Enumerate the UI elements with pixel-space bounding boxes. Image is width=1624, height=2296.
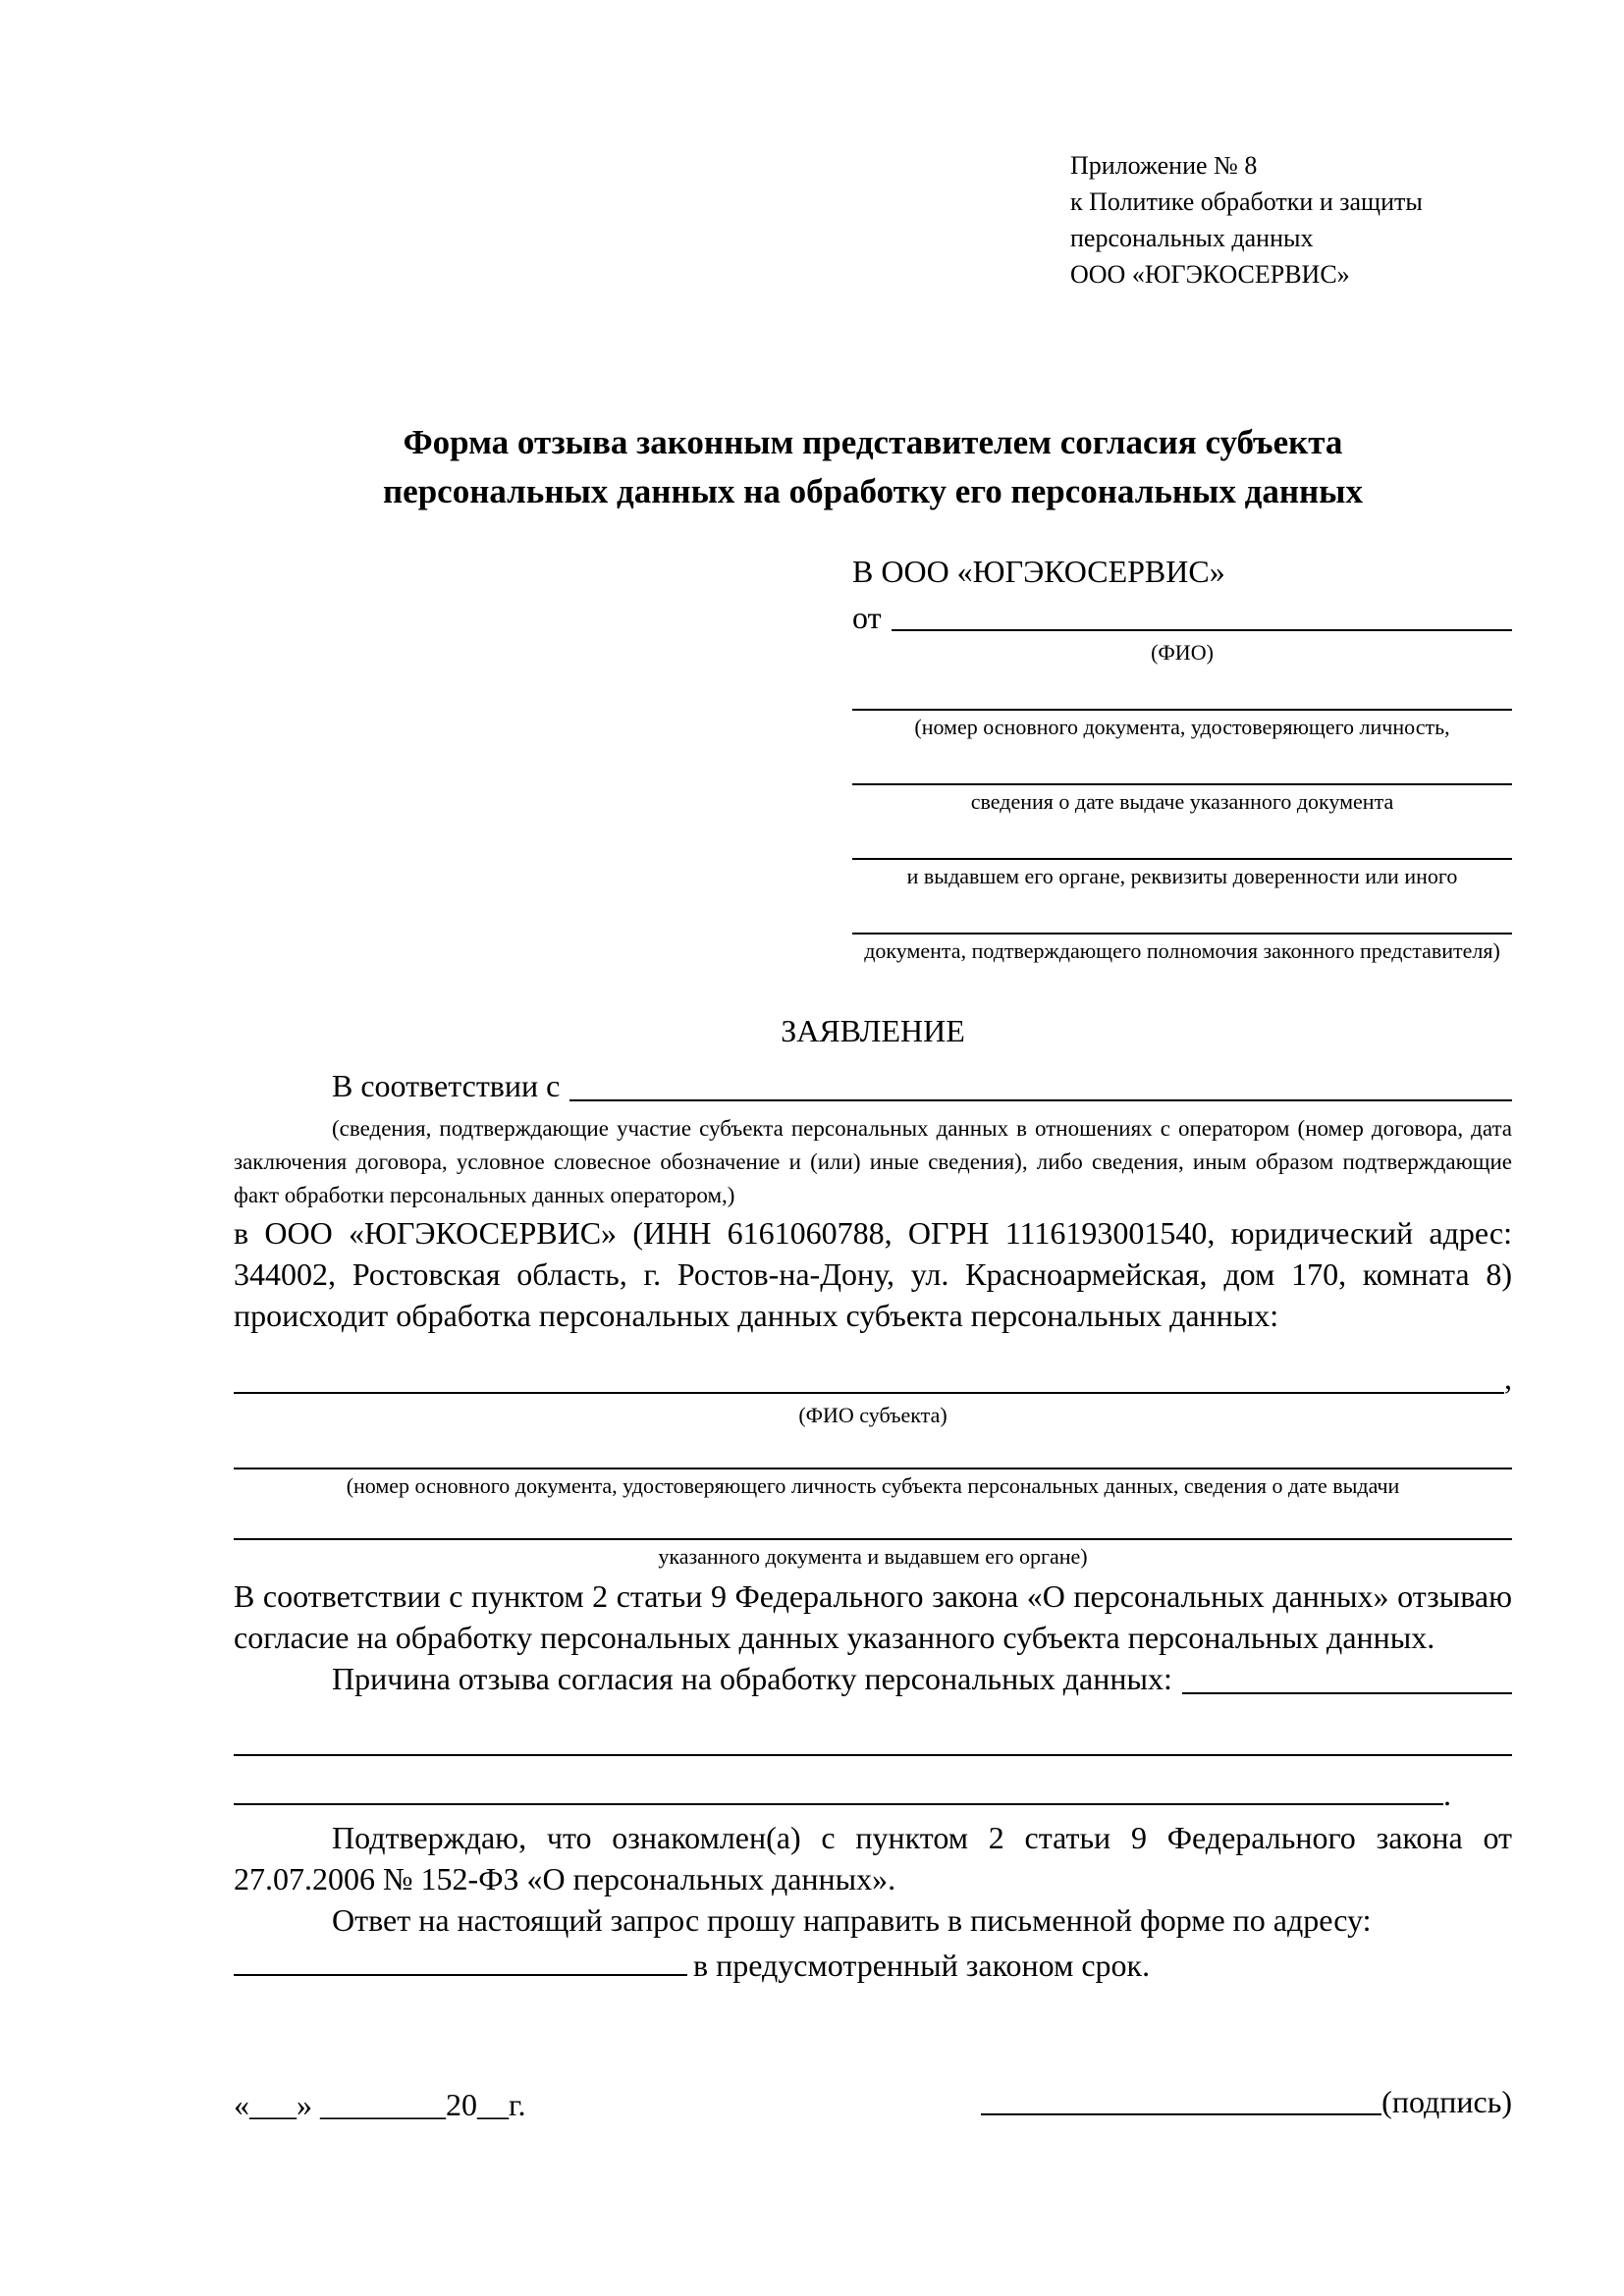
reply-address-row [234, 1941, 1512, 1986]
according-label: В соответствии с [332, 1068, 561, 1103]
subject-document-field-line-2 [234, 1538, 1512, 1540]
blank-field-line-2-row [234, 1770, 1512, 1815]
reason-label: Причина отзыва согласия на обработку персональных данных: [332, 1661, 1172, 1696]
caption-subject-doc-2: указанного документа и выдавшем его органе) [658, 1544, 1088, 1569]
caption-subject-fio: (ФИО субъекта) [798, 1403, 947, 1427]
annex-line: Приложение № 8 [1070, 151, 1258, 180]
caption-issuing-authority: и выдавшем его органе, реквизиты доверенности или иного [906, 864, 1458, 888]
from-row [852, 600, 1512, 636]
caption-fio: (ФИО) [1151, 640, 1214, 665]
signature-caption: (подпись) [1381, 2084, 1512, 2119]
reason-row [234, 1658, 1512, 1699]
from-label: от [852, 600, 882, 635]
according-field-line [569, 1099, 1512, 1101]
document-content [234, 0, 1512, 2123]
signature-field-line [981, 2080, 1381, 2115]
confirmation-paragraph: Подтверждаю, что ознакомлен(а) с пунктом 2 статьи 9 Федерального закона от 27.07.2006 № 152-ФЗ «О персональных данных». [234, 1820, 1512, 1896]
footer-row [234, 2080, 1512, 2123]
field-line-issuing-authority [852, 858, 1512, 860]
date-blank: «___» ________20__г. [234, 2087, 526, 2122]
caption-document-number: (номер основного документа, удостоверяющего личность, [914, 715, 1450, 739]
withdrawal-paragraph: В соответствии с пунктом 2 статьи 9 Федерального закона «О персональных данных» отзываю согласие на обработку персональных данных указанного субъекта персональных данных. [234, 1578, 1512, 1655]
recipient-org: В ООО «ЮГЭКОСЕРВИС» [852, 554, 1225, 589]
operator-paragraph: в ООО «ЮГЭКОСЕРВИС» (ИНН 6161060788, ОГРН 1116193001540, юридический адрес: 344002, Ростовская область, г. Ростов-на-Дону, ул. Красноармейская, дом 170, комната 8) происходит обработка персональных данных субъекта персональных данных: [234, 1215, 1512, 1333]
document-title [234, 418, 1512, 516]
according-row [234, 1065, 1512, 1106]
annex-line: ООО «ЮГЭКОСЕРВИС» [1070, 260, 1350, 289]
field-line-power-of-attorney [852, 933, 1512, 934]
caption-power-of-attorney: документа, подтверждающего полномочия законного представителя) [864, 938, 1500, 963]
subject-row [234, 1358, 1512, 1399]
reply-request-paragraph: Ответ на настоящий запрос прошу направить в письменной форме по адресу: [332, 1902, 1372, 1938]
document-title-line-1: Форма отзыва законным представителем согласия субъекта [403, 423, 1343, 461]
annex-line: к Политике обработки и защиты [1070, 187, 1423, 216]
reply-request-tail: в предусмотренный законом срок. [693, 1948, 1151, 1983]
subject-field-line [234, 1392, 1504, 1394]
document-title-line-2: персональных данных на обработку его персональных данных [383, 472, 1363, 510]
reason-field-line [1182, 1692, 1512, 1694]
signature-group [981, 2080, 1512, 2120]
caption-issue-date: сведения о дате выдаче указанного документа [970, 789, 1394, 814]
period-mark: . [1443, 1777, 1451, 1812]
blank-field-line-2 [234, 1770, 1443, 1805]
recipient-block [852, 554, 1512, 964]
blank-field-line-1 [234, 1754, 1512, 1756]
from-field-line [892, 629, 1512, 631]
subject-document-field-line-1 [234, 1468, 1512, 1469]
annex-reference-block [1070, 147, 1512, 293]
annex-line: персональных данных [1070, 224, 1314, 252]
caption-subject-doc-1: (номер основного документа, удостоверяющего личность субъекта персональных данных, сведения о дате выдачи [346, 1473, 1400, 1498]
field-line-document-number [852, 709, 1512, 711]
according-note: (сведения, подтверждающие участие субъекта персональных данных в отношениях с оператором (номер договора, дата заключения договора, условное словесное обозначение и (или) иные сведения), либо сведения, иным образом подтверждающие факт обработки персональных данных оператором,) [234, 1116, 1512, 1207]
subject-comma: , [1504, 1361, 1512, 1396]
statement-heading: ЗАЯВЛЕНИЕ [781, 1013, 965, 1048]
field-line-issue-date [852, 783, 1512, 785]
reply-address-field-line [234, 1941, 687, 1976]
